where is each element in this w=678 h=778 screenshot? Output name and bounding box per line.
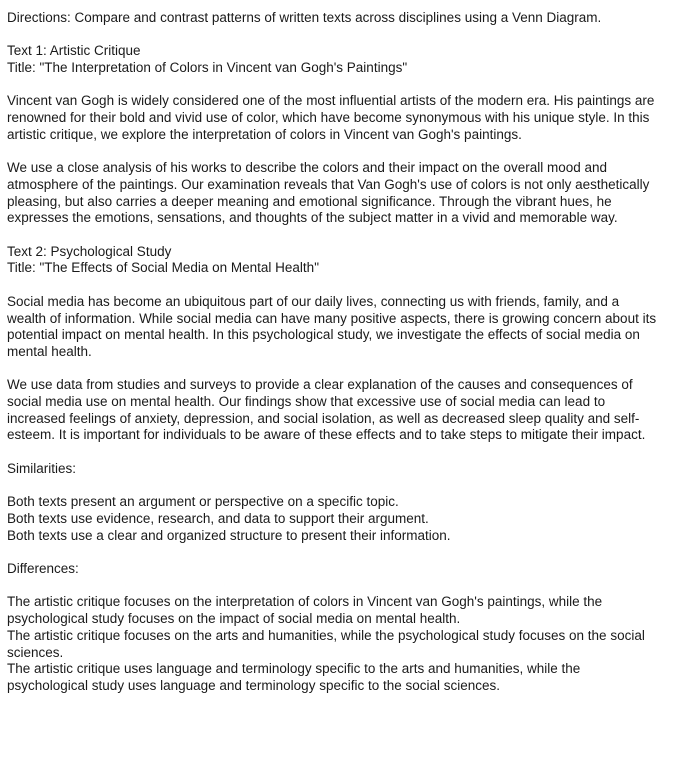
text1-paragraph: Vincent van Gogh is widely considered one of the most influential artists of the modern era. His paintings are renowned for their bold and vivid use of color, which have become synonymous with his unique style. In this artistic critique, we explore the interpretation of colors in Vincent van Gogh's paintings. [7, 93, 655, 142]
text1-heading: Text 1: Artistic Critique [7, 43, 141, 59]
text2-title: Title: "The Effects of Social Media on Mental Health" [7, 260, 319, 276]
differences-heading: Differences: [7, 561, 79, 577]
similarity-item: Both texts use evidence, research, and data to support their argument. [7, 510, 429, 526]
difference-item: The artistic critique focuses on the arts and humanities, while the psychological study focuses on the social sciences. [7, 627, 645, 660]
difference-item: The artistic critique uses language and terminology specific to the arts and humanities, while the psychological study uses language and terminology specific to the social sciences. [7, 661, 581, 693]
text1-paragraph: We use a close analysis of his works to describe the colors and their impact on the overall mood and atmosphere of the paintings. Our examination reveals that Van Gogh's use of colors is not only aesthetically pleasing, but also carries a deeper meaning and emotional significance. Through the vibrant hues, he expresses the emotions, sensations, and thoughts of the subject matter in a vivid and memorable way. [7, 160, 650, 226]
text1-title: Title: "The Interpretation of Colors in Vincent van Gogh's Paintings" [7, 60, 408, 76]
text2-paragraph: We use data from studies and surveys to provide a clear explanation of the causes and consequences of social media use on mental health. Our findings show that excessive use of social media can lead to increased feelings of anxiety, depression, and social isolation, as well as decreased sleep quality and self-esteem. It is important for individuals to be aware of these effects and to take steps to mitigate their impact. [7, 377, 646, 443]
difference-item: The artistic critique focuses on the interpretation of colors in Vincent van Gogh's paintings, while the psychological study focuses on the impact of social media on mental health. [7, 594, 603, 627]
similarities-heading: Similarities: [7, 460, 77, 476]
text2-paragraph: Social media has become an ubiquitous part of our daily lives, connecting us with friends, family, and a wealth of information. While social media can have many positive aspects, there is growing concern about its potential impact on mental health. In this psychological study, we investigate the effects of social media on mental health. [7, 293, 657, 359]
directions: Directions: Compare and contrast patterns of written texts across disciplines using a Venn Diagram. [7, 10, 602, 25]
similarity-item: Both texts present an argument or perspective on a specific topic. [7, 494, 399, 510]
text2-heading: Text 2: Psychological Study [7, 243, 172, 259]
similarity-item: Both texts use a clear and organized structure to present their information. [7, 527, 451, 543]
